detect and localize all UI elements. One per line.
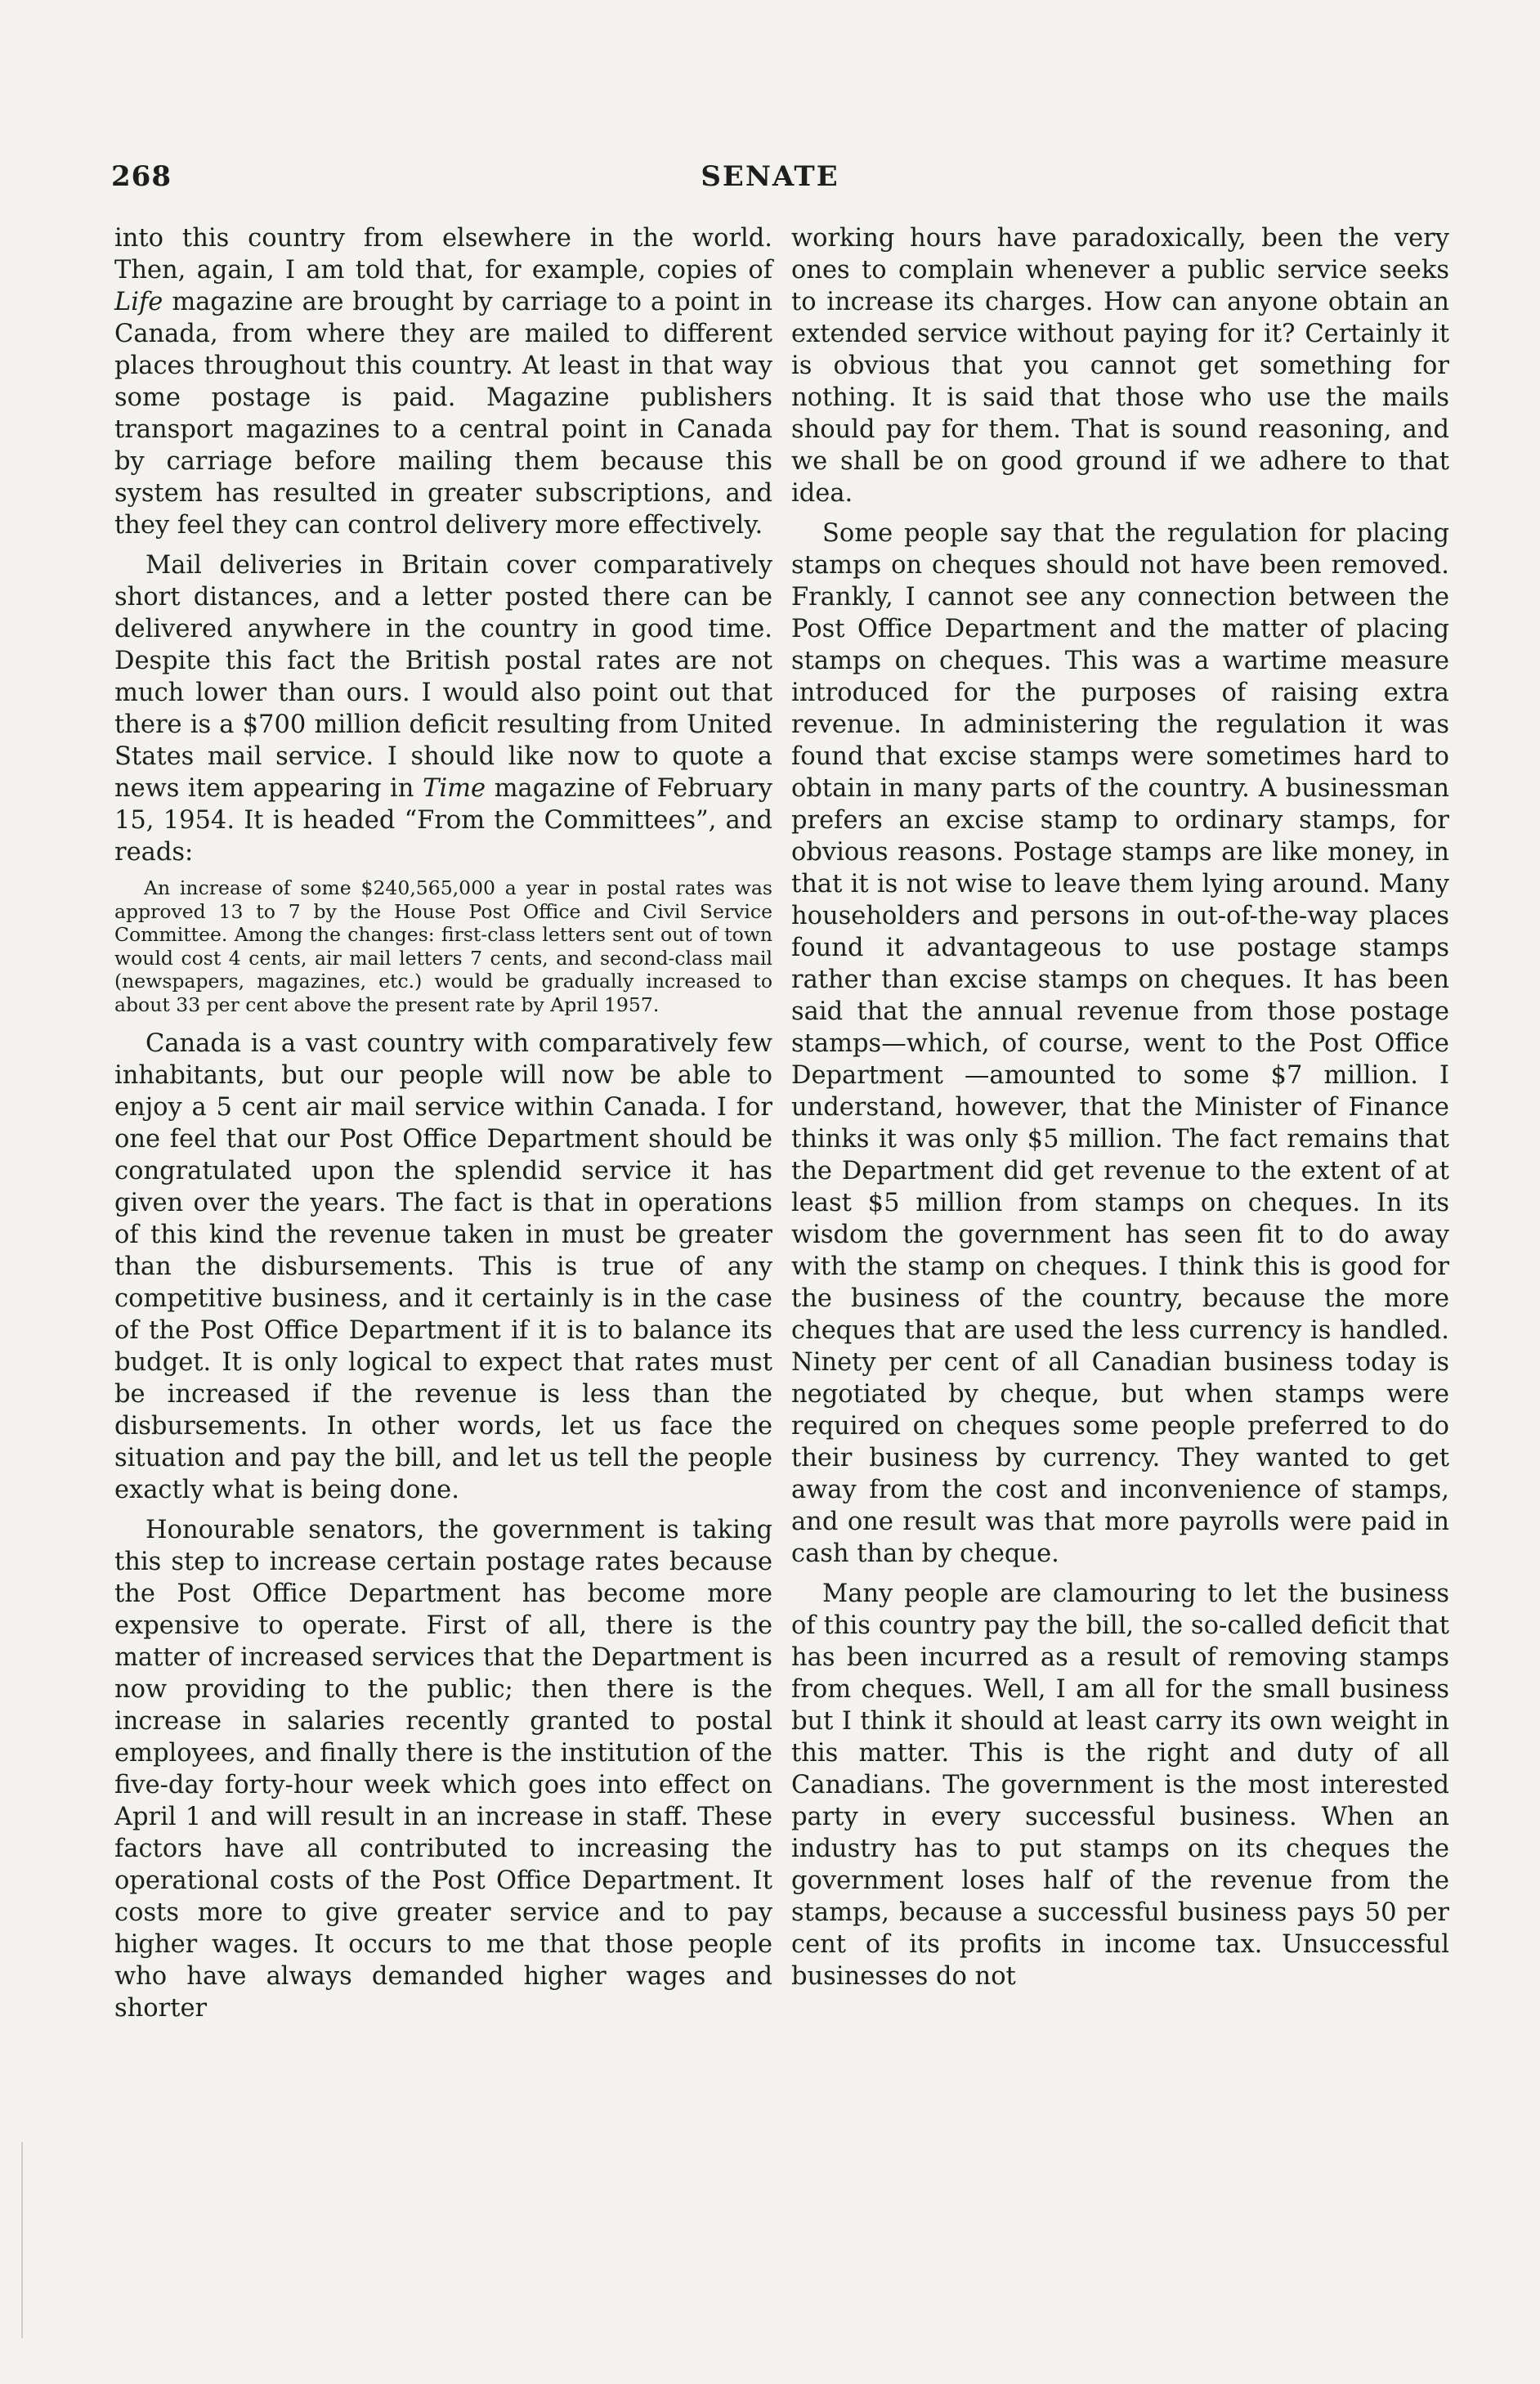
scan-edge-mark	[21, 2142, 23, 2338]
left-paragraph-3: Canada is a vast country with comparatively few inhabitants, but our people will now be able to enjoy a 5 cent air mail service within Canada. I for one feel that our Post Office Department should be congratulated upon the splendid service it has given over the years. The fact is that in operations of this kind the revenue taken in must be greater than the disbursements. This is true of any competitive business, and it certainly is in the case of the Post Office Department if it is to balance its budget. It is only logical to expect that rates must be increased if the revenue is less than the disbursements. In other words, let us face the situation and pay the bill, and let us tell the people exactly what is being done.	[114, 1029, 772, 1504]
left-paragraph-2	[114, 549, 772, 868]
left-paragraph-1	[114, 222, 772, 541]
right-column	[791, 222, 1449, 2001]
left-column	[114, 222, 772, 2032]
left-paragraph-4: Honourable senators, the government is taking this step to increase certain postage rates because the Post Office Department has become more expensive to operate. First of all, there is the matter of increased services that the Department is now providing to the public; then there is the increase in salaries recently granted to postal employees, and finally there is the institution of the five-day forty-hour week which goes into effect on April 1 and will result in an increase in staff. These factors have all contributed to increasing the operational costs of the Post Office Department. It costs more to give greater service and to pay higher wages. It occurs to me that those people who have always demanded higher wages and shorter	[114, 1516, 772, 2023]
running-head-title: SENATE	[701, 160, 839, 193]
block-quote: An increase of some $240,565,000 a year in postal rates was approved 13 to 7 by the House Post Office and Civil Service Committee. Among the changes: first-class letters sent out of town would cost 4 cents, air mail letters 7 cents, and second-class mail (newspapers, magazines, etc.) would be gradually increased to about 33 per cent above the present rate by April 1957.	[114, 876, 772, 1016]
right-paragraph-1: working hours have paradoxically, been the very ones to complain whenever a public service seeks to increase its charges. How can anyone obtain an extended service without paying for it? Certainly it is obvious that you cannot get something for nothing. It is said that those who use the mails should pay for them. That is sound reasoning, and we shall be on good ground if we adhere to that idea.	[791, 224, 1449, 508]
left-paragraph-1-text: into this country from elsewhere in the world. Then, again, I am told that, for example, copies of	[114, 224, 772, 285]
left-paragraph-1-rest: magazine are brought by carriage to a point in Canada, from where they are mailed to different places throughout this country. At least in that way some postage is paid. Magazine publishers transport magazines to a central point in Canada by carriage before mailing them because this system has resulted in greater subscriptions, and they feel they can control delivery more effectively.	[114, 288, 772, 540]
time-magazine-title: Time	[422, 774, 486, 803]
right-paragraph-3: Many people are clamouring to let the business of this country pay the bill, the so-called deficit that has been incurred as a result of removing stamps from cheques. Well, I am all for the small business but I think it should at least carry its own weight in this matter. This is the right and duty of all Canadians. The government is the most interested party in every successful business. When an industry has to put stamps on its cheques the government loses half of the revenue from the stamps, because a successful business pays 50 per cent of its profits in income tax. Unsuccessful businesses do not	[791, 1580, 1449, 1991]
left-paragraph-2-text: Mail deliveries in Britain cover comparatively short distances, and a letter posted there can be delivered anywhere in the country in good time. Despite this fact the British postal rates are not much lower than ours. I would also point out that there is a $700 million deficit resulting from United States mail service. I should like now to quote a news item appearing in	[114, 551, 772, 803]
life-magazine-title: Life	[114, 288, 163, 316]
right-paragraph-2: Some people say that the regulation for placing stamps on cheques should not have been removed. Frankly, I cannot see any connection between the Post Office Department and the matter of placing stamps on cheques. This was a wartime measure introduced for the purposes of raising extra revenue. In administering the regulation it was found that excise stamps were sometimes hard to obtain in many parts of the country. A businessman prefers an excise stamp to ordinary stamps, for obvious reasons. Postage stamps are like money, in that it is not wise to leave them lying around. Many householders and persons in out-of-the-way places found it advantageous to use postage stamps rather than excise stamps on cheques. It has been said that the annual revenue from those postage stamps—which, of course, went to the Post Office Department —amounted to some $7 million. I understand, however, that the Minister of Finance thinks it was only $5 million. The fact remains that the Department did get revenue to the extent of at least $5 million from stamps on cheques. In its wisdom the government has seen fit to do away with the stamp on cheques. I think this is good for the business of the country, because the more cheques that are used the less currency is handled. Ninety per cent of all Canadian business today is negotiated by cheque, but when stamps were required on cheques some people preferred to do their business by currency. They wanted to get away from the cost and inconvenience of stamps, and one result was that more payrolls were paid in cash than by cheque.	[791, 519, 1449, 1568]
page-number: 268	[111, 160, 172, 193]
left-paragraph-2-rest: magazine of February 15, 1954. It is headed “From the Committees”, and reads:	[114, 774, 772, 867]
